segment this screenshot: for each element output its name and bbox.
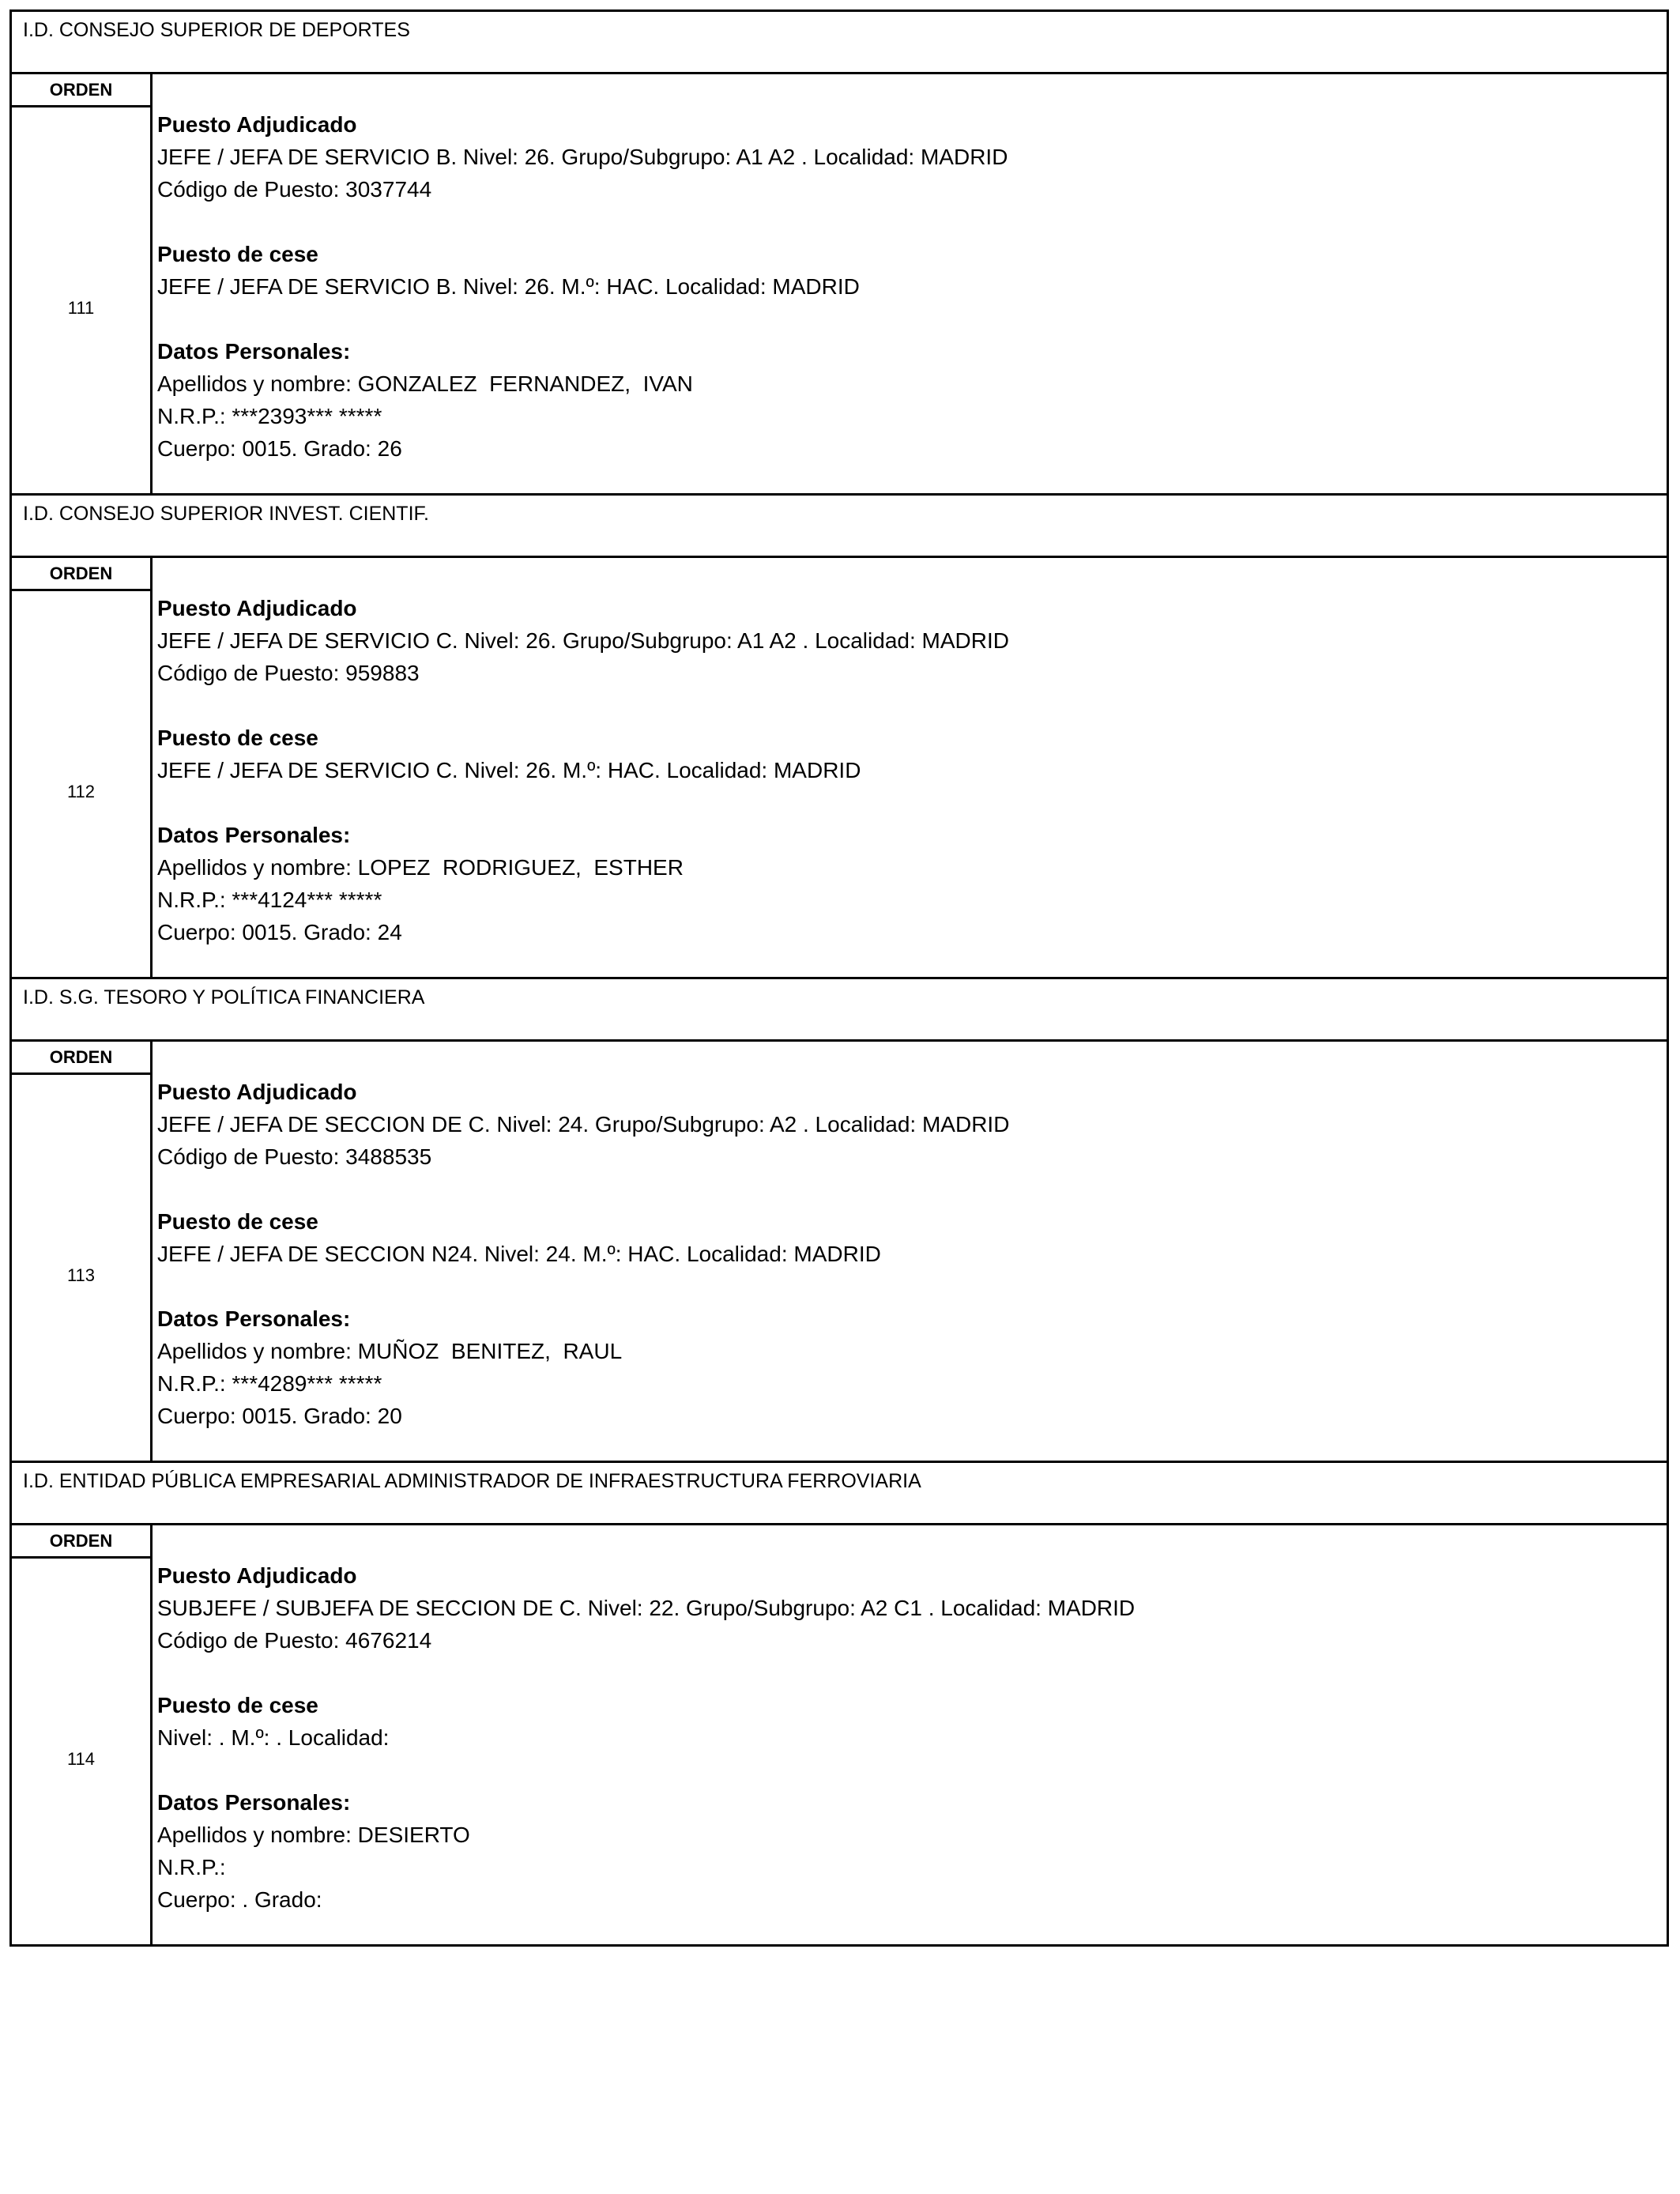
orden-label: ORDEN <box>12 74 150 107</box>
puesto-cese-block <box>157 238 1667 303</box>
puesto-cese-description: JEFE / JEFA DE SERVICIO B. Nivel: 26. M.º: HAC. Localidad: MADRID <box>157 274 860 299</box>
document-table <box>9 9 1669 1947</box>
datos-personales-heading: Datos Personales: <box>157 1790 351 1815</box>
codigo-puesto: Código de Puesto: 4676214 <box>157 1628 432 1653</box>
datos-personales-block <box>157 335 1667 465</box>
section-body <box>12 1042 1667 1461</box>
section-header: I.D. CONSEJO SUPERIOR DE DEPORTES <box>12 12 1667 74</box>
puesto-adjudicado-block <box>157 1559 1667 1657</box>
orden-column <box>12 1042 153 1461</box>
section-header: I.D. S.G. TESORO Y POLÍTICA FINANCIERA <box>12 979 1667 1042</box>
orden-column <box>12 558 153 977</box>
section-consejo-invest <box>12 496 1667 979</box>
apellidos-nombre: Apellidos y nombre: DESIERTO <box>157 1823 470 1847</box>
section-body <box>12 558 1667 977</box>
apellidos-nombre: Apellidos y nombre: GONZALEZ FERNANDEZ, IVAN <box>157 371 693 396</box>
section-body <box>12 74 1667 493</box>
puesto-cese-description: JEFE / JEFA DE SECCION N24. Nivel: 24. M.º: HAC. Localidad: MADRID <box>157 1242 881 1266</box>
content-column <box>153 558 1667 977</box>
puesto-adjudicado-description: JEFE / JEFA DE SECCION DE C. Nivel: 24. Grupo/Subgrupo: A2 . Localidad: MADRID <box>157 1112 1010 1137</box>
datos-personales-block <box>157 1302 1667 1432</box>
content-column <box>153 1042 1667 1461</box>
nrp: N.R.P.: ***4124*** ***** <box>157 888 382 912</box>
datos-personales-block <box>157 1786 1667 1916</box>
puesto-adjudicado-heading: Puesto Adjudicado <box>157 112 357 137</box>
datos-personales-heading: Datos Personales: <box>157 339 351 364</box>
apellidos-nombre: Apellidos y nombre: MUÑOZ BENITEZ, RAUL <box>157 1339 623 1363</box>
apellidos-nombre: Apellidos y nombre: LOPEZ RODRIGUEZ, ESTHER <box>157 855 684 880</box>
puesto-cese-heading: Puesto de cese <box>157 1693 318 1717</box>
nrp: N.R.P.: <box>157 1855 226 1879</box>
puesto-adjudicado-block <box>157 1076 1667 1173</box>
cuerpo-grado: Cuerpo: 0015. Grado: 26 <box>157 436 402 461</box>
orden-number: 112 <box>66 782 96 801</box>
orden-label: ORDEN <box>12 1525 150 1559</box>
puesto-adjudicado-description: JEFE / JEFA DE SERVICIO C. Nivel: 26. Grupo/Subgrupo: A1 A2 . Localidad: MADRID <box>157 628 1009 653</box>
codigo-puesto: Código de Puesto: 3037744 <box>157 177 432 202</box>
codigo-puesto: Código de Puesto: 3488535 <box>157 1144 432 1169</box>
section-tesoro <box>12 979 1667 1463</box>
nrp: N.R.P.: ***4289*** ***** <box>157 1371 382 1396</box>
orden-number: 113 <box>66 1265 96 1285</box>
nrp: N.R.P.: ***2393*** ***** <box>157 404 382 428</box>
cuerpo-grado: Cuerpo: . Grado: <box>157 1887 322 1912</box>
datos-personales-block <box>157 819 1667 948</box>
datos-personales-heading: Datos Personales: <box>157 1306 351 1331</box>
puesto-cese-heading: Puesto de cese <box>157 726 318 750</box>
puesto-cese-description: JEFE / JEFA DE SERVICIO C. Nivel: 26. M.º: HAC. Localidad: MADRID <box>157 758 861 782</box>
cuerpo-grado: Cuerpo: 0015. Grado: 20 <box>157 1404 402 1428</box>
puesto-cese-description: Nivel: . M.º: . Localidad: <box>157 1725 390 1750</box>
puesto-adjudicado-block <box>157 108 1667 205</box>
datos-personales-heading: Datos Personales: <box>157 823 351 847</box>
section-consejo-deportes <box>12 12 1667 496</box>
puesto-adjudicado-block <box>157 592 1667 689</box>
codigo-puesto: Código de Puesto: 959883 <box>157 661 420 685</box>
section-header: I.D. ENTIDAD PÚBLICA EMPRESARIAL ADMINISTRADOR DE INFRAESTRUCTURA FERROVIARIA <box>12 1463 1667 1525</box>
puesto-cese-block <box>157 1689 1667 1754</box>
puesto-adjudicado-heading: Puesto Adjudicado <box>157 1080 357 1104</box>
orden-label: ORDEN <box>12 558 150 591</box>
puesto-adjudicado-heading: Puesto Adjudicado <box>157 596 357 620</box>
puesto-cese-heading: Puesto de cese <box>157 1209 318 1234</box>
puesto-adjudicado-heading: Puesto Adjudicado <box>157 1563 357 1588</box>
content-column <box>153 1525 1667 1944</box>
puesto-adjudicado-description: SUBJEFE / SUBJEFA DE SECCION DE C. Nivel: 22. Grupo/Subgrupo: A2 C1 . Localidad: MADRID <box>157 1596 1136 1620</box>
puesto-adjudicado-description: JEFE / JEFA DE SERVICIO B. Nivel: 26. Grupo/Subgrupo: A1 A2 . Localidad: MADRID <box>157 145 1008 169</box>
section-adif <box>12 1463 1667 1944</box>
orden-number: 114 <box>66 1749 96 1769</box>
puesto-cese-block <box>157 1205 1667 1270</box>
orden-column <box>12 74 153 493</box>
content-column <box>153 74 1667 493</box>
orden-column <box>12 1525 153 1944</box>
section-body <box>12 1525 1667 1944</box>
puesto-cese-block <box>157 722 1667 786</box>
orden-label: ORDEN <box>12 1042 150 1075</box>
section-header: I.D. CONSEJO SUPERIOR INVEST. CIENTIF. <box>12 496 1667 558</box>
puesto-cese-heading: Puesto de cese <box>157 242 318 266</box>
cuerpo-grado: Cuerpo: 0015. Grado: 24 <box>157 920 402 944</box>
orden-number: 111 <box>67 298 95 318</box>
